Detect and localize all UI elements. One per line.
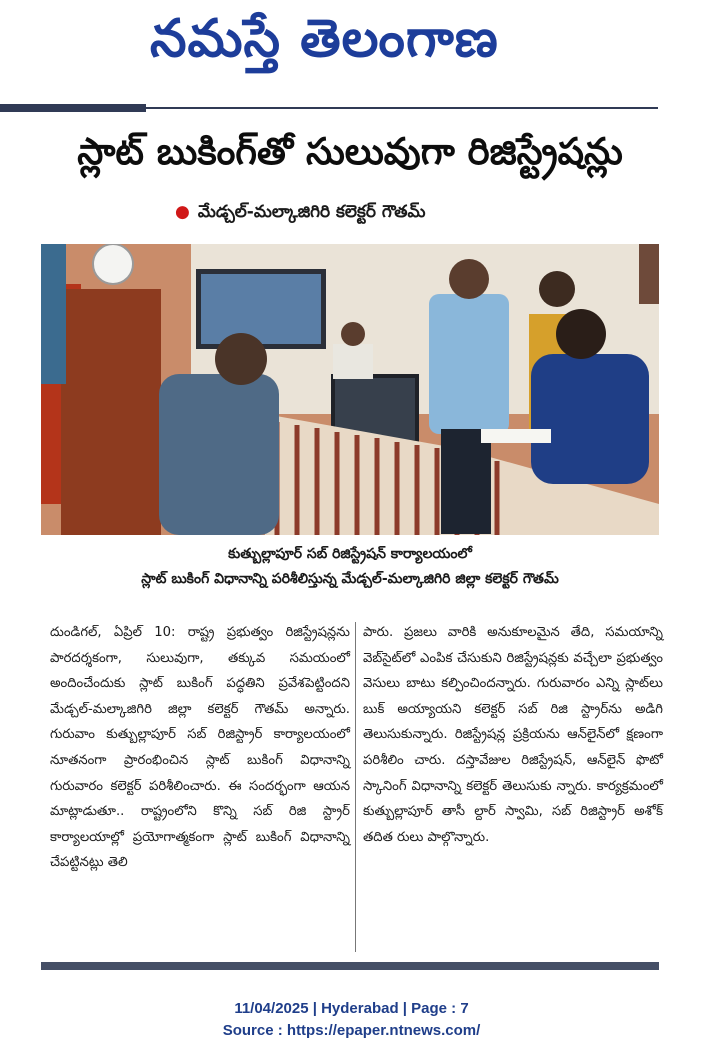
caption-line: స్లాట్ బుకింగ్ విధానాన్ని పరిశీలిస్తున్న మేడ్చల్-మల్కాజిగిరి జిల్లా కలెక్టర్ గౌతమ్ [141, 571, 559, 587]
office-scene-illustration [41, 244, 659, 535]
caption-line: కుత్బుల్లాపూర్ సబ్ రిజిస్ట్రేషన్ కార్యాలయంలో [228, 546, 472, 562]
header-rule-thin [146, 107, 658, 109]
news-photo [41, 244, 659, 535]
column-divider [355, 622, 356, 952]
photo-caption [41, 542, 659, 592]
article-byline [175, 202, 425, 226]
newspaper-logo: నమస్తే తెలంగాణ [150, 8, 499, 69]
bullet-icon: ● [175, 202, 190, 222]
masthead [0, 0, 703, 100]
page-footer [0, 998, 703, 1042]
footer-source-link[interactable]: Source : https://epaper.ntnews.com/ [222, 1022, 481, 1039]
header-rule-thick [0, 104, 146, 112]
article-column-right: పారు. ప్రజలు వారికి అనుకూలమైన తేది, సమయాన్ని వెబ్‌సైట్‌లో ఎంపిక చేసుకుని రిజిస్ట్రేషన్లకు వచ్చేలా ప్రభుత్వం వెసులు బాటు కల్పించిందన్నారు. గురువారం ఎన్ని స్లాట్‌లు బుక్ అయ్యాయని కలెక్టర్ సబ్ రిజి స్ట్రార్‌ను అడిగి తెలుసుకున్నారు. రిజిస్ట్రేషన్ల ప్రక్రియను ఆన్‌లైన్‌లో క్షణంగా పరిశీలిం చారు. దస్తావేజుల రిజిస్ట్రేషన్, ఆన్‌లైన్ ఫొటో స్కానింగ్ విధానాన్ని కలెక్టర్ తెలుసుకు న్నారు. కార్యక్రమంలో కుత్బుల్లాపూర్ తాసీ ల్దార్ స్వామి, సబ్ రిజిస్ట్రార్ అశోక్ తదిత రులు పాల్గొన్నారు. [363, 625, 663, 845]
footer-rule [41, 962, 659, 970]
article-column-left: దుండిగల్, ఏప్రిల్ 10: రాష్ట్ర ప్రభుత్వం రిజిస్ట్రేషన్లను పారదర్శకంగా, సులువుగా, తక్కువ సమయంలో అందించేందుకు స్లాట్ బుకింగ్ పద్ధతిని ప్రవేశపెట్టిందని మేడ్చల్-మల్కాజిగిరి జిల్లా కలెక్టర్ గౌతమ్ అన్నారు. గురువాం కుత్బుల్లాపూర్ సబ్ రిజిస్ట్రార్ కార్యాలయంలో నూతనంగా ప్రారంభించిన స్లాట్ బుకింగ్ విధానాన్ని గురువారం కలెక్టర్ పరిశీలించారు. ఈ సందర్భంగా ఆయన మాట్లాడుతూ.. రాష్ట్రంలోని కొన్ని సబ్ రిజి స్ట్రార్ కార్యాలయాల్లో ప్రయోగాత్మకంగా స్లాట్ బుకింగ్ విధానాన్ని చేపట్టినట్లు తెలి [50, 625, 350, 871]
byline-text: మేడ్చల్-మల్కాజిగిరి కలెక్టర్ గౌతమ్ [197, 202, 426, 222]
article-headline: స్లాట్ బుకింగ్‌తో సులువుగా రిజిస్ట్రేషన్లు [77, 130, 623, 173]
footer-date-line: 11/04/2025 | Hyderabad | Page : 7 [234, 1000, 469, 1017]
